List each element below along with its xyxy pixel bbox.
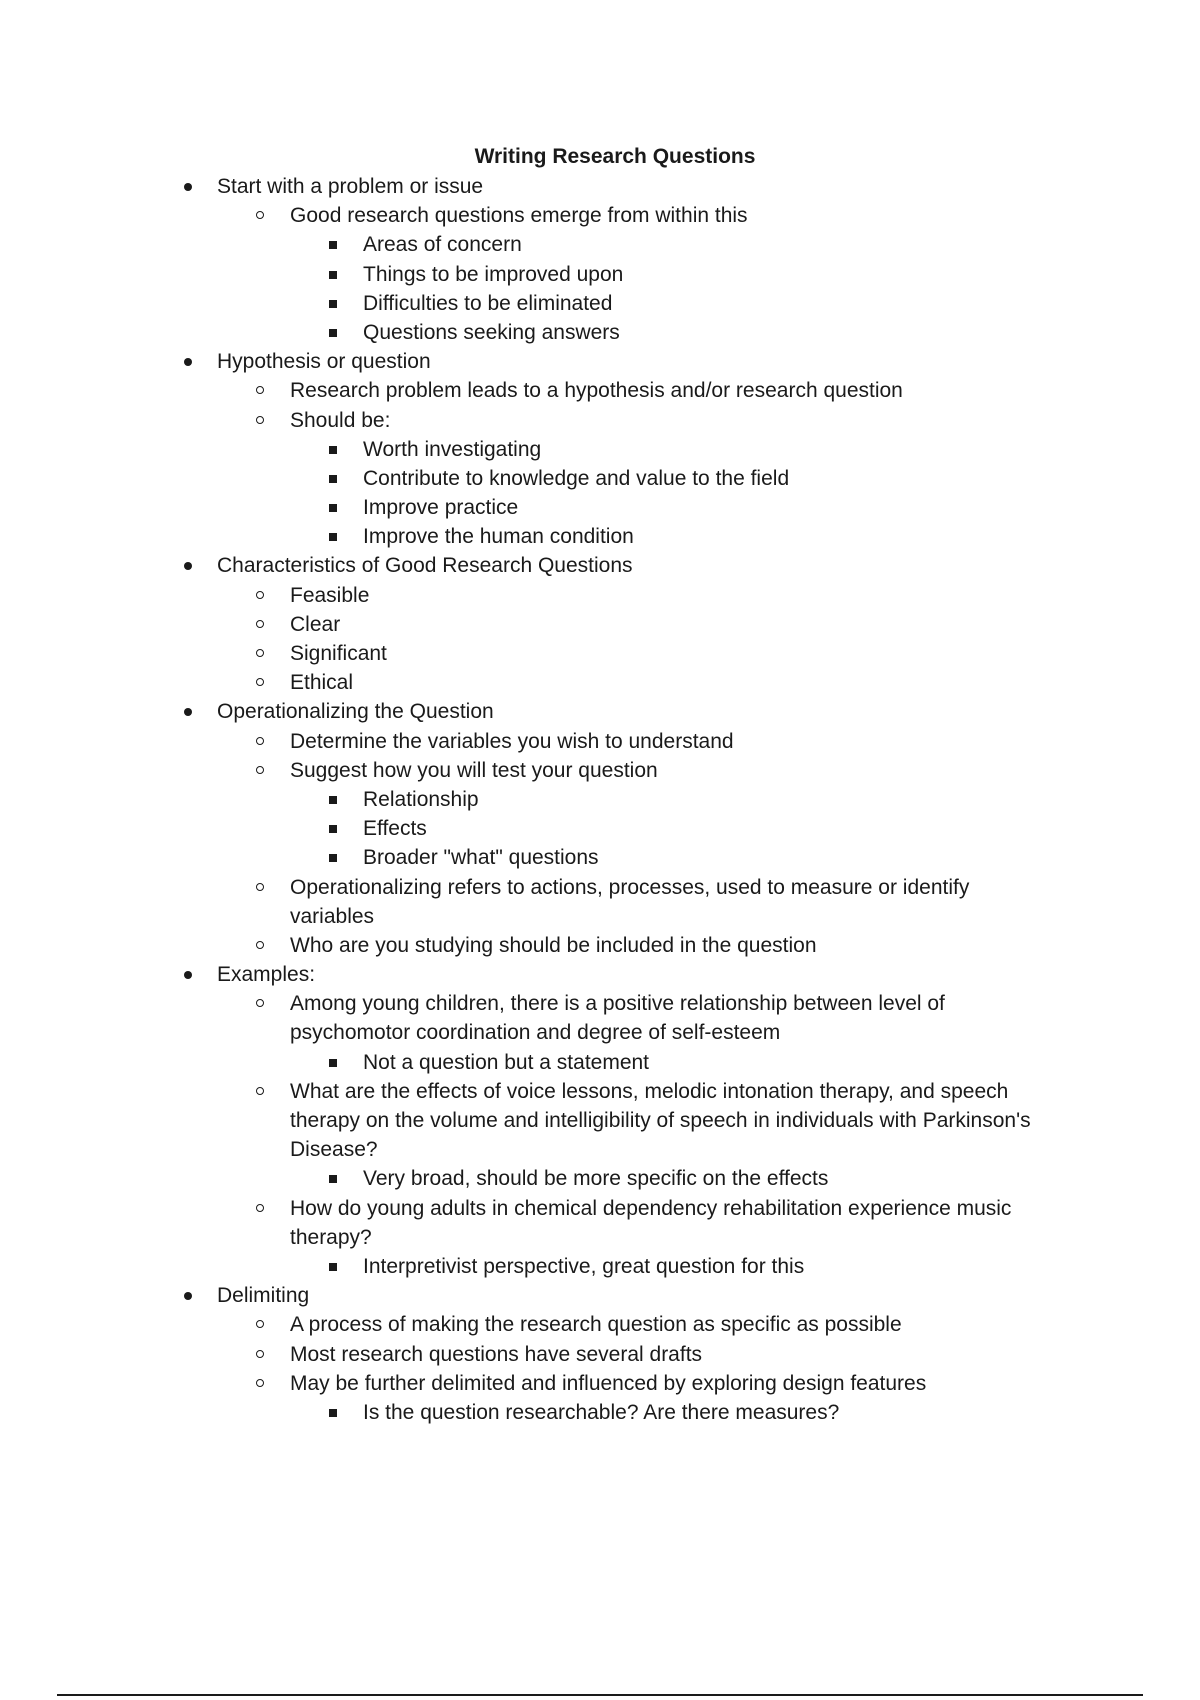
outline-line-text: Things to be improved upon (363, 262, 624, 286)
outline-line-level-1 (0, 347, 1200, 376)
outline-line-level-3 (0, 493, 1200, 522)
outline-line-text: Questions seeking answers (363, 320, 620, 344)
outline-line-level-2 (0, 1310, 1200, 1339)
filled-square-bullet-icon (329, 854, 337, 862)
outline-line-level-3 (0, 230, 1200, 259)
outline-line-text: Examples: (217, 963, 316, 987)
filled-circle-bullet-icon (184, 562, 192, 570)
outline-line-level-2 (0, 668, 1200, 697)
filled-circle-bullet-icon (184, 971, 192, 979)
outline-line-text: Determine the variables you wish to understand (290, 729, 734, 753)
outline-line-text: Characteristics of Good Research Questions (217, 554, 633, 578)
outline-line-text: Clear (290, 612, 341, 636)
outline-line-text: variables (290, 904, 375, 928)
outline-line-level-2 (0, 1369, 1200, 1398)
outline-line-level-2 (0, 406, 1200, 435)
outline-line-level-1 (0, 960, 1200, 989)
hollow-circle-bullet-icon (256, 941, 264, 949)
outline-line-level-2 (0, 1106, 1200, 1135)
outline-line-level-2 (0, 1340, 1200, 1369)
outline-line-text: Among young children, there is a positive relationship between level of (290, 992, 945, 1016)
hollow-circle-bullet-icon (256, 678, 264, 686)
outline-line-text: Operationalizing the Question (217, 700, 494, 724)
outline-line-level-2 (0, 376, 1200, 405)
filled-square-bullet-icon (329, 329, 337, 337)
outline-line-level-2 (0, 1223, 1200, 1252)
outline-line-text: Broader "what" questions (363, 846, 599, 870)
outline-line-text: Contribute to knowledge and value to the field (363, 466, 790, 490)
outline-line-level-2 (0, 1077, 1200, 1106)
outline-line-text: Significant (290, 642, 387, 665)
outline-line-level-3 (0, 1164, 1200, 1193)
outline-line-level-2 (0, 201, 1200, 230)
outline-line-level-2 (0, 873, 1200, 902)
hollow-circle-bullet-icon (256, 211, 264, 219)
filled-square-bullet-icon (329, 1409, 337, 1417)
outline-line-level-3 (0, 1252, 1200, 1281)
outline-line-text: Suggest how you will test your question (290, 758, 658, 782)
outline-line-text: Who are you studying should be included in the question (290, 933, 817, 957)
filled-square-bullet-icon (329, 241, 337, 249)
outline-line-text: therapy on the volume and intelligibility of speech in individuals with Parkinson's (290, 1109, 1031, 1132)
hollow-circle-bullet-icon (256, 737, 264, 745)
outline-line-level-1 (0, 172, 1200, 201)
hollow-circle-bullet-icon (256, 1350, 264, 1358)
filled-circle-bullet-icon (184, 1292, 192, 1300)
outline-line-level-3 (0, 318, 1200, 347)
outline-line-text: Disease? (290, 1138, 378, 1162)
outline-line-text: Is the question researchable? Are there measures? (363, 1400, 840, 1424)
outline-line-level-2 (0, 1018, 1200, 1047)
outline-line-level-2 (0, 639, 1200, 668)
hollow-circle-bullet-icon (256, 883, 264, 891)
outline-line-text: therapy? (290, 1225, 372, 1249)
filled-square-bullet-icon (329, 1059, 337, 1067)
filled-circle-bullet-icon (184, 358, 192, 366)
hollow-circle-bullet-icon (256, 999, 264, 1007)
hollow-circle-bullet-icon (256, 1087, 264, 1095)
outline-line-text: Effects (363, 817, 427, 841)
filled-circle-bullet-icon (184, 708, 192, 716)
filled-square-bullet-icon (329, 1263, 337, 1271)
filled-square-bullet-icon (329, 271, 337, 279)
hollow-circle-bullet-icon (256, 1204, 264, 1212)
filled-square-bullet-icon (329, 796, 337, 804)
outline-line-text: Feasible (290, 583, 370, 607)
hollow-circle-bullet-icon (256, 649, 264, 657)
outline-list (0, 172, 1200, 1427)
outline-line-level-3 (0, 1048, 1200, 1077)
outline-line-text: How do young adults in chemical dependency rehabilitation experience music (290, 1196, 1012, 1220)
outline-line-level-3 (0, 1398, 1200, 1427)
filled-square-bullet-icon (329, 1175, 337, 1183)
outline-line-text: Hypothesis or question (217, 350, 431, 374)
outline-line-text: Interpretivist perspective, great question for this (363, 1254, 805, 1278)
hollow-circle-bullet-icon (256, 766, 264, 774)
outline-line-text: Operationalizing refers to actions, processes, used to measure or identify (290, 875, 970, 899)
filled-square-bullet-icon (329, 300, 337, 308)
filled-square-bullet-icon (329, 475, 337, 483)
outline-line-level-2 (0, 989, 1200, 1018)
outline-line-level-2 (0, 931, 1200, 960)
filled-circle-bullet-icon (184, 183, 192, 191)
filled-square-bullet-icon (329, 446, 337, 454)
hollow-circle-bullet-icon (256, 416, 264, 424)
outline-line-level-2 (0, 1135, 1200, 1164)
filled-square-bullet-icon (329, 825, 337, 833)
outline-line-level-1 (0, 1281, 1200, 1310)
hollow-circle-bullet-icon (256, 1320, 264, 1328)
outline-line-level-2 (0, 902, 1200, 931)
outline-line-level-3 (0, 435, 1200, 464)
outline-line-level-1 (0, 697, 1200, 726)
hollow-circle-bullet-icon (256, 591, 264, 599)
outline-line-level-3 (0, 843, 1200, 872)
outline-line-level-3 (0, 464, 1200, 493)
outline-line-level-3 (0, 522, 1200, 551)
outline-line-level-3 (0, 785, 1200, 814)
outline-line-text: Difficulties to be eliminated (363, 291, 613, 315)
outline-line-text: Relationship (363, 787, 479, 811)
outline-line-text: Delimiting (217, 1284, 310, 1308)
outline-line-text: Improve practice (363, 496, 519, 520)
outline-line-level-3 (0, 289, 1200, 318)
outline-line-text: Areas of concern (363, 233, 522, 257)
page-bottom-rule (57, 1694, 1143, 1696)
outline-line-text: May be further delimited and influenced by exploring design features (290, 1371, 927, 1395)
outline-line-text: Research problem leads to a hypothesis and/or research question (290, 379, 903, 403)
outline-line-text: A process of making the research question as specific as possible (290, 1313, 902, 1337)
hollow-circle-bullet-icon (256, 620, 264, 628)
outline-line-text: Very broad, should be more specific on the effects (363, 1167, 829, 1191)
outline-line-text: Most research questions have several drafts (290, 1342, 703, 1366)
outline-line-level-2 (0, 610, 1200, 639)
outline-line-level-3 (0, 814, 1200, 843)
outline-line-text: Not a question but a statement (363, 1050, 650, 1074)
filled-square-bullet-icon (329, 533, 337, 541)
outline-line-text: Worth investigating (363, 437, 542, 461)
outline-line-level-2 (0, 1194, 1200, 1223)
outline-line-level-2 (0, 727, 1200, 756)
outline-line-text: Improve the human condition (363, 525, 634, 549)
outline-line-level-2 (0, 756, 1200, 785)
outline-line-text: psychomotor coordination and degree of self-esteem (290, 1021, 781, 1045)
outline-line-text: Good research questions emerge from within this (290, 204, 748, 228)
outline-line-level-3 (0, 260, 1200, 289)
outline-line-text: Should be: (290, 408, 391, 432)
outline-line-level-2 (0, 581, 1200, 610)
outline-line-text: Start with a problem or issue (217, 175, 484, 198)
outline-line-text: What are the effects of voice lessons, melodic intonation therapy, and speech (290, 1079, 1009, 1103)
outline-line-level-1 (0, 551, 1200, 580)
filled-square-bullet-icon (329, 504, 337, 512)
page-title: Writing Research Questions (474, 145, 756, 168)
outline-line-text: Ethical (290, 671, 354, 695)
hollow-circle-bullet-icon (256, 386, 264, 394)
hollow-circle-bullet-icon (256, 1379, 264, 1387)
